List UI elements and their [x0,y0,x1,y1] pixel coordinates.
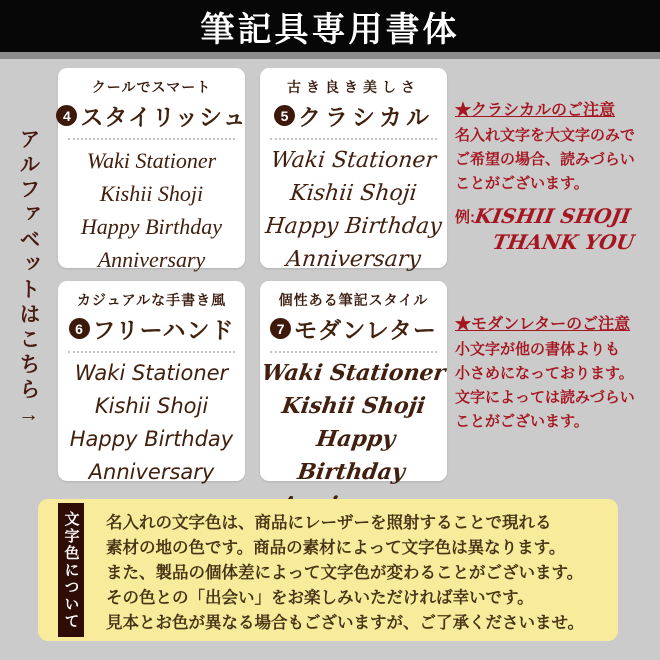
font-card-title-row [58,312,245,345]
dotted-divider [68,138,235,140]
header-banner [0,0,660,52]
dotted-divider [68,351,235,353]
sample-line: Kishii Shoji [280,393,427,419]
font-card-catchcopy: 個性ある筆記スタイル [278,292,429,308]
classical-caution-note [455,97,657,254]
caution-line: 文字によっては読みづらい [455,389,635,406]
font-card-title-row [58,99,245,132]
sample-line: Waki Stationer [260,360,448,386]
caution-line: ことがございます。 [455,413,589,430]
font-card-catchcopy: カジュアルな手書き風 [76,292,227,308]
modern-letter-caution-title: ★モダンレターのご注意 [455,316,631,333]
sample-line: Anniversary [97,247,206,272]
banner-shadow-strip [0,52,660,59]
font-sample-block [260,144,447,276]
sample-line: Waki Stationer [269,148,438,173]
sample-line: Kishii Shoji [289,181,418,206]
font-sample-block [260,357,447,522]
font-card-title: モダンレター [294,317,437,343]
number-badge-6: 6 [69,318,90,339]
text-color-vertical-label: 文字色について [58,503,84,637]
font-card-modern-letter [260,281,448,485]
alphabet-vertical-note: アルファベットはこちら→ [17,128,40,430]
text-color-info-body [84,501,616,639]
sample-line: Happy Birthday [80,214,223,239]
caution-example [455,204,657,254]
sample-line: Waki Stationer [86,148,217,173]
font-sample-block [58,357,245,489]
caution-line: ことがございます。 [455,175,589,192]
text-color-info-box [38,499,618,641]
sample-line: Happy Birthday [264,214,443,239]
font-card-freehand [58,281,245,484]
font-card-catchcopy: クールでスマート [91,79,212,95]
font-card-catchcopy: 古き良き美しさ [287,79,420,95]
font-card-title: クラシカル [298,104,433,130]
modern-letter-caution-note [455,311,657,434]
font-card-title-row [260,99,447,132]
font-card-title: スタイリッシュ [80,104,247,130]
caution-line: ご希望の場合、読みづらい [455,151,635,168]
font-card-title-row [260,312,447,345]
sample-line: Happy Birthday [295,426,407,485]
sample-line: Anniversary [284,247,423,272]
example-script-line1: KISHII SHOJI [472,204,633,228]
caution-line: 小さめになっております。 [455,365,634,382]
sample-line: Kishii Shoji [94,394,209,418]
font-sample-block [58,144,245,276]
caution-line: 名入れ文字を大文字のみで [455,127,636,144]
sample-line: Happy Birthday [69,427,234,451]
classical-caution-title: ★クラシカルのご注意 [455,102,616,119]
sample-line: Anniversary [88,460,215,484]
page-title: 筆記具専用書体 [200,10,460,49]
sample-line: Waki Stationer [74,361,229,385]
dotted-divider [270,138,437,140]
info-line: 見本とお色が異なる場合もございますが、ご了承くださいませ。 [106,614,585,632]
font-card-classical [260,68,447,272]
info-line: 素材の地の色です。商品の素材によって文字色は異なります。 [106,539,566,557]
sample-line: Kishii Shoji [99,181,204,206]
example-prefix: 例: [455,208,475,226]
font-card-title: フリーハンド [92,317,235,343]
caution-line: 小文字が他の書体よりも [455,341,621,358]
dotted-divider [270,351,437,353]
example-script-line2: THANK YOU [490,230,637,254]
info-line: また、製品の個体差によって文字色が変わることがございます。 [106,564,584,582]
info-line: その色との「出会い」をお楽しみいただければ幸いです。 [106,589,534,607]
number-badge-4: 4 [56,105,77,126]
font-card-stylish [58,68,247,272]
number-badge-5: 5 [274,105,295,126]
number-badge-7: 7 [270,318,291,339]
info-line: 名入れの文字色は、商品にレーザーを照射することで現れる [106,514,552,532]
